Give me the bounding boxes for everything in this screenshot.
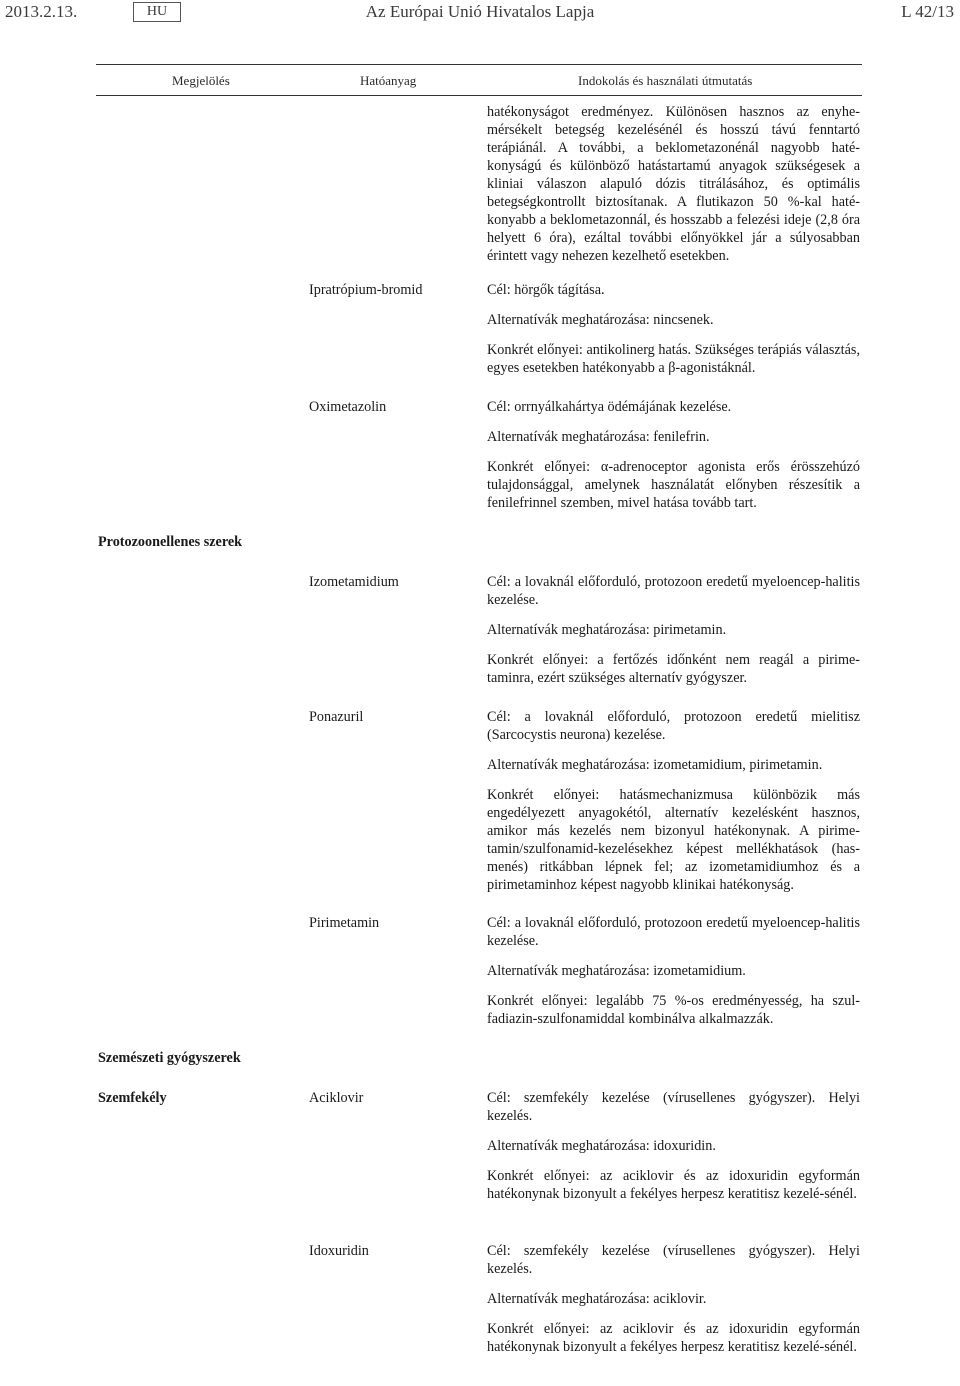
benefits-text: Konkrét előnyei: a fertőzés időnként nem reagál a pirime-taminra, ezért szükséges alternatív gyógyszer. <box>487 652 860 686</box>
publication-date: 2013.2.13. <box>5 2 78 21</box>
purpose-text: Cél: a lovaknál előforduló, protozoon eredetű myeloencep-halitis kezelése. <box>487 574 860 608</box>
benefits-text: Konkrét előnyei: az aciklovir és az idoxuridin egyformán hatékonynak bizonyult a fekélyes herpesz keratitisz kezelé-sénél. <box>487 1321 860 1355</box>
substance-ponazuril: Ponazuril <box>309 709 364 725</box>
benefits-text: Konkrét előnyei: antikolinerg hatás. Szükséges terápiás választás, egyes esetekben hatékonyabb a β-agonistáknál. <box>487 342 860 376</box>
benefits-text: Konkrét előnyei: az aciklovir és az idoxuridin egyformán hatékonynak bizonyult a fekélyes herpesz keratitisz kezelé-sénél. <box>487 1168 860 1202</box>
purpose-text: Cél: orrnyálkahártya ödémájának kezelése. <box>487 399 732 415</box>
alternatives-text: Alternatívák meghatározása: fenilefrin. <box>487 429 710 445</box>
journal-title: Az Európai Unió Hivatalos Lapja <box>365 2 595 21</box>
alternatives-text: Alternatívák meghatározása: izometamidium. <box>487 963 746 979</box>
purpose-text: Cél: hörgők tágítása. <box>487 282 605 298</box>
purpose-text: Cél: szemfekély kezelése (vírusellenes gyógyszer). Helyi kezelés. <box>487 1090 860 1124</box>
substance-ipratropium: Ipratrópium-bromid <box>309 282 423 298</box>
benefits-text: Konkrét előnyei: hatásmechanizmusa különbözik más engedélyezett anyagokétól, alternatív kezelésként hasznos, amikor más kezelés nem bizonyul hatékonynak. A pirime-tamin/szulfonamid-kezelésekhez képest mellékhatások (has-menés) ritkábban lépnek fel; az izometamidiumhoz és a pirimetaminhoz képest nagyobb klinikai hatékonyság. <box>487 787 860 893</box>
purpose-text: Cél: a lovaknál előforduló, protozoon eredetű mielitisz (Sarcocystis neurona) kezelése. <box>487 709 860 743</box>
substance-izometamidium: Izometamidium <box>309 574 399 590</box>
designation-ulcer: Szemfekély <box>98 1090 167 1106</box>
substance-oximetazolin: Oximetazolin <box>309 399 387 415</box>
language-badge: HU <box>133 2 181 22</box>
benefits-text: Konkrét előnyei: α-adrenoceptor agonista erős érösszehúzó tulajdonsággal, amelynek használatát előnyben részesítik a fenilefrinnel szemben, mivel hatása tovább tart. <box>487 459 860 511</box>
page-header <box>0 0 960 30</box>
column-header-substance: Hatóanyag <box>360 73 417 88</box>
category-protozoon: Protozoonellenes szerek <box>98 534 243 550</box>
justification-aciklovir <box>487 1089 860 1203</box>
purpose-text: Cél: szemfekély kezelése (vírusellenes gyógyszer). Helyi kezelés. <box>487 1243 860 1277</box>
page-number: L 42/13 <box>901 2 954 21</box>
alternatives-text: Alternatívák meghatározása: nincsenek. <box>487 312 714 328</box>
alternatives-text: Alternatívák meghatározása: izometamidium, pirimetamin. <box>487 757 823 773</box>
justification-idoxuridin <box>487 1242 860 1356</box>
justification-ipratropium <box>487 281 860 377</box>
table-header <box>96 64 862 96</box>
justification-izometamidium <box>487 573 860 687</box>
continuation-text <box>487 103 860 265</box>
justification-pirimetamin <box>487 914 860 1028</box>
alternatives-text: Alternatívák meghatározása: idoxuridin. <box>487 1138 716 1154</box>
substance-pirimetamin: Pirimetamin <box>309 915 380 931</box>
substance-aciklovir: Aciklovir <box>309 1090 364 1106</box>
purpose-text: Cél: a lovaknál előforduló, protozoon eredetű myeloencep-halitis kezelése. <box>487 915 860 949</box>
alternatives-text: Alternatívák meghatározása: pirimetamin. <box>487 622 727 638</box>
justification-oximetazolin <box>487 398 860 512</box>
alternatives-text: Alternatívák meghatározása: aciklovir. <box>487 1291 707 1307</box>
category-eye: Szemészeti gyógyszerek <box>98 1050 241 1066</box>
benefits-text: Konkrét előnyei: legalább 75 %-os eredményesség, ha szul-fadiazin-szulfonamiddal kombinálva alkalmazzák. <box>487 993 860 1027</box>
justification-ponazuril <box>487 708 860 894</box>
column-header-designation: Megjelölés <box>172 73 230 88</box>
substance-idoxuridin: Idoxuridin <box>309 1243 369 1259</box>
column-header-justification: Indokolás és használati útmutatás <box>578 73 753 88</box>
continuation-paragraph: hatékonyságot eredményez. Különösen hasznos az enyhe-mérsékelt betegség kezelésénél és hosszú távú fenntartó terápiánál. A további, a beklometazonénál nagyobb haté-konyságú és különböző hatástartamú anyagok szükségesek a kliniai válaszon alapuló dózis titrálásához, és optimális betegségkontrollt biztosítanak. A flutikazon 50 %-kal haté-konyabb a beklometazonnál, és hosszabb a felezési ideje (2,8 óra helyett 6 óra), ezáltal további előnyökkel jár a súlyosabban érintett vagy nehezen kezelhető esetekben. <box>487 104 860 264</box>
